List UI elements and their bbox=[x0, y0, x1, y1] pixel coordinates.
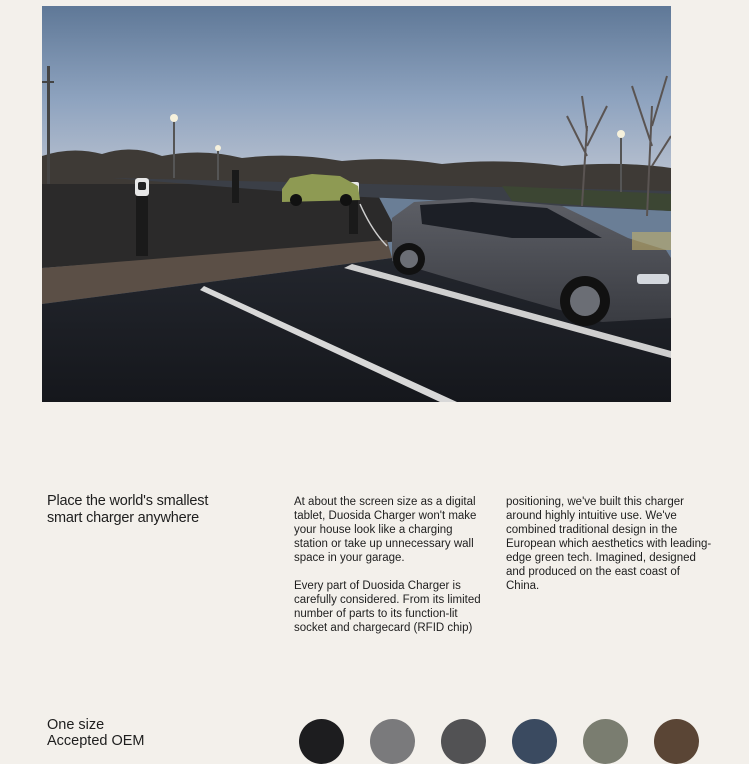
parking-lot-illustration bbox=[42, 6, 671, 402]
size-info bbox=[47, 717, 145, 749]
headline-line-2: smart charger anywhere bbox=[47, 510, 199, 526]
description-paragraph: positioning, we've built this charger around highly intuitive use. We've combined traditional design in the European which aesthetics with leading-edge green tech. Imagined, designed and produced on the east coast of China. bbox=[506, 496, 712, 592]
color-swatch-olive-grey[interactable] bbox=[583, 719, 628, 764]
description-column-2 bbox=[506, 495, 716, 607]
color-swatch-dark-grey[interactable] bbox=[441, 719, 486, 764]
oem-label: Accepted OEM bbox=[47, 733, 145, 749]
color-swatch-black[interactable] bbox=[299, 719, 344, 764]
description-paragraph: At about the screen size as a digital tablet, Duosida Charger won't make your house look like a charging station or take up unnecessary wall space in your garage. bbox=[294, 496, 477, 564]
color-swatch-navy[interactable] bbox=[512, 719, 557, 764]
description-paragraph: Every part of Duosida Charger is carefully considered. From its limited number of parts to its function-lit socket and chargecard (RFID chip) bbox=[294, 580, 481, 634]
color-swatch-light-grey[interactable] bbox=[370, 719, 415, 764]
description-column-1 bbox=[294, 495, 484, 649]
headline bbox=[47, 493, 257, 527]
color-swatch-brown[interactable] bbox=[654, 719, 699, 764]
headline-line-1: Place the world's smallest bbox=[47, 493, 209, 509]
size-label: One size bbox=[47, 717, 105, 733]
hero-photo bbox=[42, 6, 671, 402]
